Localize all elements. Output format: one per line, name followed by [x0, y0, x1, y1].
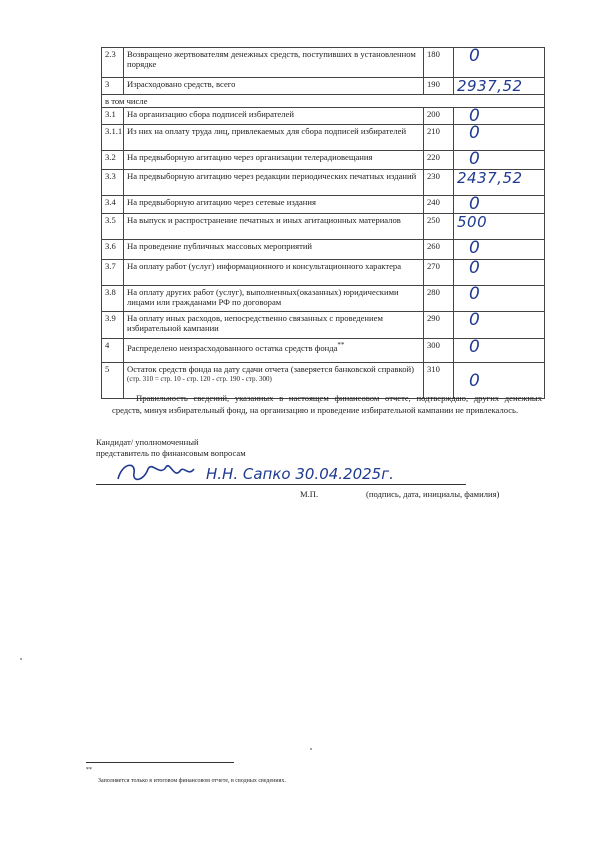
row-code: 250: [424, 214, 454, 240]
row-code: 280: [424, 286, 454, 312]
handwritten-value: 0: [469, 371, 481, 391]
row-description: На выпуск и распространение печатных и иных агитационных материалов: [124, 214, 424, 240]
row-number: 5: [102, 363, 124, 399]
row-number: 3.1.1: [102, 125, 124, 151]
handwritten-value: 0: [469, 338, 481, 357]
handwritten-value: 0: [469, 150, 481, 169]
handwritten-value: 0: [469, 239, 481, 258]
row-number: 3.4: [102, 196, 124, 214]
table-row: [102, 260, 545, 286]
table-row: [102, 312, 545, 339]
signer-role-line2: представитель по финансовым вопросам: [96, 448, 246, 458]
table-row: [102, 151, 545, 170]
table-row: [102, 108, 545, 125]
row-value: [454, 125, 545, 151]
handwritten-value: 2437,52: [457, 169, 523, 187]
row-description: На предвыборную агитацию через сетевые издания: [124, 196, 424, 214]
footnote-divider: [86, 762, 234, 763]
row-formula-note: (стр. 310 = стр. 10 - стр. 120 - стр. 190 - стр. 300): [127, 375, 272, 383]
row-value: [454, 286, 545, 312]
row-number: 3.5: [102, 214, 124, 240]
row-number: 3.1: [102, 108, 124, 125]
table-row: [102, 339, 545, 363]
footnote-mark: **: [86, 767, 92, 773]
table-row: [102, 214, 545, 240]
row-description: На оплату других работ (услуг), выполненных(оказанных) юридическими лицами или гражданами РФ по договорам: [124, 286, 424, 312]
row-code: 210: [424, 125, 454, 151]
row-value: [454, 260, 545, 286]
signer-block: [96, 437, 296, 459]
row-code: 290: [424, 312, 454, 339]
row-code: 270: [424, 260, 454, 286]
row-number: 2.3: [102, 48, 124, 78]
scan-speck: [310, 748, 312, 750]
row-description: На проведение публичных массовых мероприятий: [124, 240, 424, 260]
row-description: Возвращено жертвователям денежных средств, поступивших в установленном порядке: [124, 48, 424, 78]
handwritten-value: 0: [469, 285, 481, 304]
row-value: [454, 78, 545, 95]
row-code: 240: [424, 196, 454, 214]
row-number: 3.8: [102, 286, 124, 312]
signature-scribble: [114, 459, 444, 487]
scan-speck: [20, 658, 22, 660]
table-row: [102, 240, 545, 260]
row-value: [454, 312, 545, 339]
handwritten-value: 500: [457, 213, 488, 231]
stamp-label: М.П.: [300, 489, 319, 499]
row-description: Израсходовано средств, всего: [124, 78, 424, 95]
handwritten-signature: [114, 459, 444, 492]
finance-table: [101, 47, 545, 399]
footnote-ref: **: [337, 341, 345, 349]
row-number: 3.2: [102, 151, 124, 170]
row-number: 3.7: [102, 260, 124, 286]
row-description: Из них на оплату труда лиц, привлекаемых для сбора подписей избирателей: [124, 125, 424, 151]
table-row: [102, 196, 545, 214]
row-code: 260: [424, 240, 454, 260]
row-code: 200: [424, 108, 454, 125]
signature-caption: (подпись, дата, инициалы, фамилия): [366, 489, 500, 499]
row-number: 3.6: [102, 240, 124, 260]
row-number: 3.9: [102, 312, 124, 339]
table-row: [102, 48, 545, 78]
handwritten-value: 0: [469, 47, 481, 66]
signature-text: Н.Н. Сапко 30.04.2025г.: [206, 465, 394, 483]
row-description: [124, 339, 424, 363]
row-value: [454, 214, 545, 240]
row-number: 3.3: [102, 170, 124, 196]
row-description: На предвыборную агитацию через редакции периодических печатных изданий: [124, 170, 424, 196]
row-value: [454, 196, 545, 214]
handwritten-value: 0: [469, 259, 481, 278]
table-row: [102, 286, 545, 312]
row-number: 3: [102, 78, 124, 95]
row-description-text: Распределено неизрасходованного остатка средств фонда: [127, 342, 338, 353]
row-description: На предвыборную агитацию через организации телерадиовещания: [124, 151, 424, 170]
row-code: 220: [424, 151, 454, 170]
section-row: [102, 95, 545, 108]
handwritten-value: 0: [469, 311, 481, 330]
section-label: в том числе: [102, 95, 545, 108]
confirmation-statement: Правильность сведений, указанных в настоящем финансовом отчете, подтверждаю, других денежных средств, минуя избирательный фонд, на организацию и проведение избирательной кампании не привлекалось.: [112, 393, 542, 415]
row-value: [454, 108, 545, 125]
footnote-text: Заполняется только в итоговом финансовом отчете, в сводных сведениях.: [98, 778, 286, 784]
row-value: [454, 240, 545, 260]
row-description: На организацию сбора подписей избирателей: [124, 108, 424, 125]
table-row: [102, 170, 545, 196]
signature-line: [96, 484, 466, 485]
row-code: 300: [424, 339, 454, 363]
row-code: 190: [424, 78, 454, 95]
handwritten-value: 0: [469, 107, 481, 125]
row-description: На оплату иных расходов, непосредственно связанных с проведением избирательной кампании: [124, 312, 424, 339]
row-description: На оплату работ (услуг) информационного и консультационного характера: [124, 260, 424, 286]
row-code: 310: [424, 363, 454, 399]
signer-role-line1: Кандидат/ уполномоченный: [96, 437, 199, 447]
row-description-text: Остаток средств фонда на дату сдачи отчета (заверяется банковской справкой): [127, 364, 414, 374]
handwritten-value: 2937,52: [457, 77, 523, 95]
row-value: [454, 339, 545, 363]
row-value: [454, 48, 545, 78]
row-value: [454, 151, 545, 170]
handwritten-value: 0: [469, 124, 481, 143]
table-row: [102, 125, 545, 151]
row-code: 230: [424, 170, 454, 196]
handwritten-value: 0: [469, 195, 481, 214]
row-code: 180: [424, 48, 454, 78]
table-row: [102, 78, 545, 95]
row-value: [454, 170, 545, 196]
row-number: 4: [102, 339, 124, 363]
